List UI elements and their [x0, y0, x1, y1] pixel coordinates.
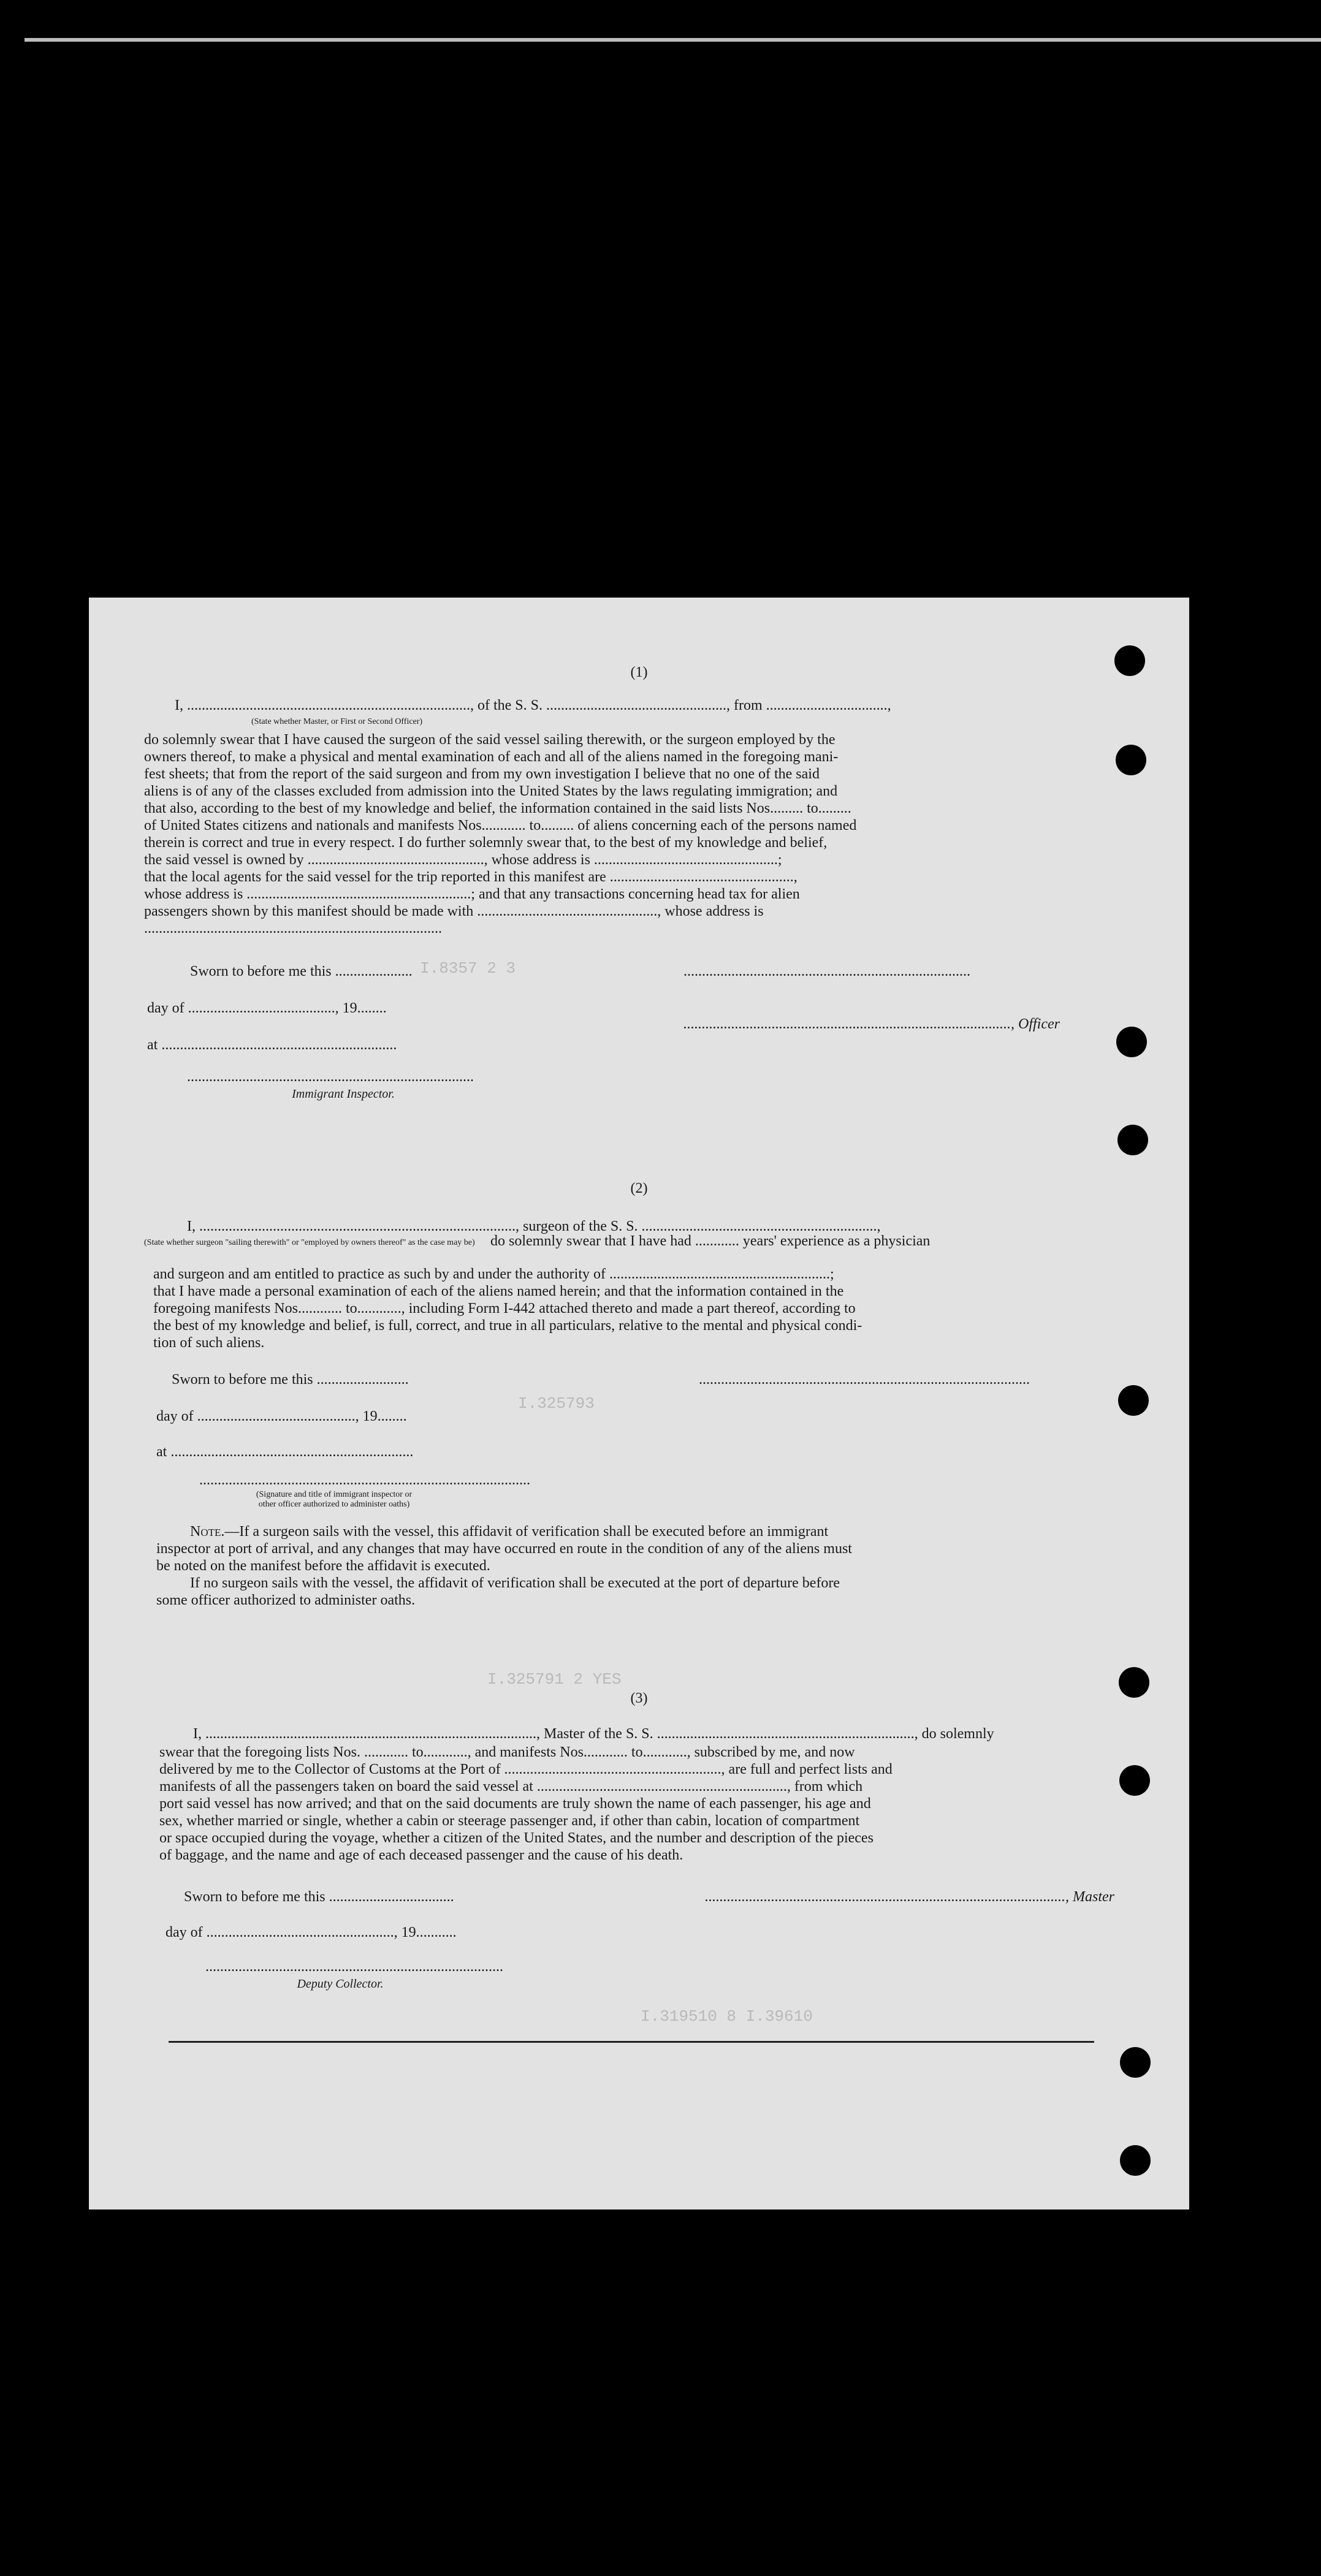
- section-3-body-line: of baggage, and the name and age of each deceased passenger and the cause of his death.: [159, 1847, 683, 1863]
- bleed-through-text: I.319510 8 I.39610: [641, 2007, 813, 2026]
- section-3-collector-sig-line: .................................................................................: [205, 1959, 503, 1975]
- section-2-note-line: be noted on the manifest before the affidavit is executed.: [156, 1558, 490, 1574]
- section-3-day-line: day of ..................................................., 19...........: [166, 1924, 457, 1940]
- note-label: Note.: [190, 1524, 225, 1540]
- section-3-body-line: sex, whether married or single, whether a cabin or steerage passenger and, if other than cabin, location of compartment: [159, 1813, 860, 1829]
- section-2-sig-note: (Signature and title of immigrant inspector or: [256, 1490, 413, 1499]
- section-2-note-line: [190, 1523, 828, 1540]
- section-1-number: (1): [630, 664, 648, 680]
- section-1-body-line: that also, according to the best of my knowledge and belief, the information contained in the said lists Nos......... to.........: [144, 800, 851, 816]
- bleed-through-text: I.8357 2 3: [420, 959, 516, 978]
- section-3-body-line: or space occupied during the voyage, whether a citizen of the United States, and the number and description of the pieces: [159, 1830, 874, 1846]
- section-3-intro: I, .........................................................................................., Master of the S. S. ......................................................................, do solemnly: [193, 1726, 994, 1742]
- bleed-through-text: I.325791 2 YES: [487, 1670, 622, 1689]
- binder-hole: [1117, 1125, 1148, 1155]
- section-3-sworn-line: Sworn to before me this ..................................: [184, 1889, 454, 1905]
- section-1-body-line: that the local agents for the said vessel for the trip reported in this manifest are ..................................................,: [144, 869, 798, 885]
- section-2-note: (State whether surgeon "sailing therewith" or "employed by owners thereof" as the case may be): [144, 1238, 475, 1247]
- section-3-body-line: swear that the foregoing lists Nos. ............ to............, and manifests Nos............ to............, subscribed by me, and now: [159, 1744, 855, 1760]
- section-3-master-line: .................................................................................................., Master: [705, 1889, 1114, 1905]
- section-2-body-line: tion of such aliens.: [153, 1335, 265, 1351]
- section-2-note-line: If no surgeon sails with the vessel, the affidavit of verification shall be executed at the port of departure before: [190, 1575, 840, 1591]
- scan-top-line: [25, 38, 1321, 42]
- section-1-body-line: passengers shown by this manifest should be made with ................................................., whose address is: [144, 903, 764, 919]
- bleed-through-text: I.325793: [518, 1394, 595, 1413]
- section-2-at-line: at ..................................................................: [156, 1444, 414, 1460]
- section-2-intro: I, ......................................................................................, surgeon of the S. S. ................................................................,: [187, 1218, 881, 1234]
- section-1-officer-line: ........................................................................................., Officer: [683, 1016, 1060, 1032]
- binder-hole: [1120, 2047, 1151, 2078]
- section-2-sig-note: other officer authorized to administer oaths): [258, 1500, 410, 1509]
- bottom-rule: [169, 2041, 1094, 2043]
- section-1-sworn-line: Sworn to before me this .....................: [190, 963, 413, 979]
- section-3-body-line: port said vessel has now arrived; and that on the said documents are truly shown the name of each passenger, his age and: [159, 1796, 871, 1812]
- section-1-intro: I, ............................................................................., of the S. S. ................................................., from .................................,: [175, 697, 891, 713]
- section-3-collector-label: Deputy Collector.: [297, 1977, 384, 1991]
- binder-hole: [1120, 2145, 1151, 2176]
- note-text: —If a surgeon sails with the vessel, this affidavit of verification shall be executed before an immigrant: [224, 1524, 829, 1540]
- section-1-body-line: the said vessel is owned by ................................................, whose address is ..................................................;: [144, 852, 782, 868]
- binder-hole: [1114, 645, 1145, 676]
- section-3-number: (3): [630, 1690, 648, 1706]
- section-2-surgeon-sig-line: ..........................................................................................: [699, 1372, 1030, 1388]
- binder-hole: [1119, 1765, 1150, 1796]
- section-2-note-line: inspector at port of arrival, and any changes that may have occurred en route in the condition of any of the aliens must: [156, 1541, 852, 1557]
- section-1-body-line: therein is correct and true in every respect. I do further solemnly swear that, to the best of my knowledge and belief,: [144, 835, 828, 851]
- manifest-form-page: [89, 598, 1189, 2209]
- section-2-body-line: foregoing manifests Nos............ to............, including Form I-442 attached thereto and made a part thereof, according to: [153, 1301, 856, 1316]
- section-2-day-line: day of ..........................................., 19........: [156, 1408, 407, 1424]
- section-2-number: (2): [630, 1180, 648, 1196]
- section-1-inspector-label: Immigrant Inspector.: [292, 1087, 395, 1101]
- section-1-officer-sig-line: ..............................................................................: [683, 963, 970, 979]
- section-1-inspector-sig-line: ..............................................................................: [187, 1069, 474, 1085]
- section-2-inspector-sig-line: ..........................................................................................: [199, 1472, 530, 1488]
- section-1-body-line: do solemnly swear that I have caused the surgeon of the said vessel sailing therewith, or the surgeon employed by the: [144, 732, 836, 748]
- section-1-note: (State whether Master, or First or Second Officer): [251, 717, 423, 726]
- section-2-sworn-line: Sworn to before me this .........................: [172, 1372, 409, 1388]
- section-2-body-line: and surgeon and am entitled to practice as such by and under the authority of ............................................................;: [153, 1266, 834, 1282]
- section-2-body-line: that I have made a personal examination of each of the aliens named herein; and that the information contained in the: [153, 1283, 844, 1299]
- section-1-body-line: owners thereof, to make a physical and mental examination of each and all of the aliens named in the foregoing mani-: [144, 749, 839, 765]
- section-1-body-line: aliens is of any of the classes excluded from admission into the United States by the laws regulating immigration; and: [144, 783, 838, 799]
- binder-hole: [1119, 1667, 1149, 1698]
- section-2-body-line: the best of my knowledge and belief, is full, correct, and true in all particulars, relative to the mental and physical condi-: [153, 1318, 862, 1334]
- binder-hole: [1116, 1027, 1147, 1057]
- section-3-body-line: delivered by me to the Collector of Customs at the Port of ..........................................................., are full and perfect lists and: [159, 1761, 893, 1777]
- section-1-body-line: .................................................................................: [144, 921, 442, 937]
- section-2-note-line: some officer authorized to administer oaths.: [156, 1592, 416, 1608]
- binder-hole: [1118, 1385, 1149, 1416]
- section-1-body-line: of United States citizens and nationals and manifests Nos............ to......... of aliens concerning each of the persons named: [144, 818, 857, 834]
- section-1-day-line: day of ........................................, 19........: [147, 1000, 387, 1016]
- section-1-body-line: whose address is .............................................................; and that any transactions concerning head tax for alien: [144, 886, 800, 902]
- section-1-at-line: at ................................................................: [147, 1037, 397, 1053]
- section-3-body-line: manifests of all the passengers taken on board the said vessel at ...................................................................., from which: [159, 1779, 863, 1795]
- binder-hole: [1116, 745, 1146, 775]
- section-1-body-line: fest sheets; that from the report of the said surgeon and from my own investigation I believe that no one of the said: [144, 766, 820, 782]
- section-2-intro-cont: do solemnly swear that I have had ............ years' experience as a physician: [490, 1233, 931, 1249]
